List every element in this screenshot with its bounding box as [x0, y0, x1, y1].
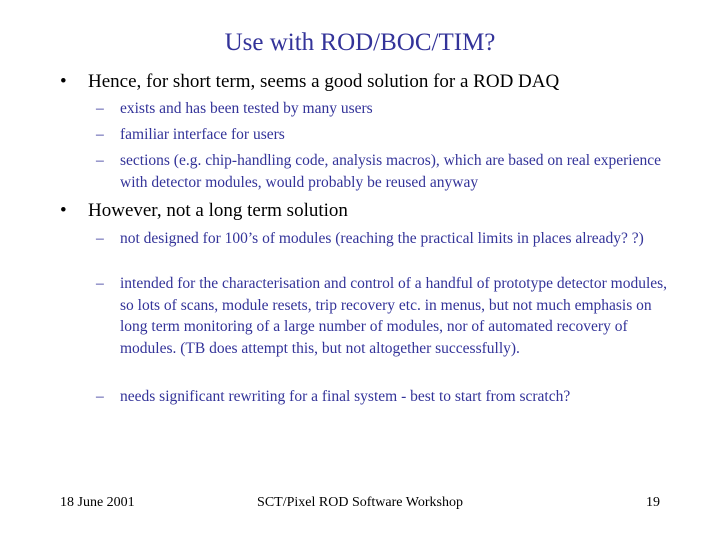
sub-bullet-item	[96, 150, 676, 193]
sub-bullet-text: not designed for 100’s of modules (reaching the practical limits in places already? ?)	[120, 230, 644, 247]
sub-bullet-text: sections (e.g. chip-handling code, analysis macros), which are based on real experience with detector modules, would probably be reused anyway	[120, 152, 661, 191]
sub-bullet-text: familiar interface for users	[120, 126, 285, 143]
footer-date: 18 June 2001	[60, 495, 135, 510]
bullet-text: Hence, for short term, seems a good solution for a ROD DAQ	[88, 71, 560, 92]
sub-bullet-text: exists and has been tested by many users	[120, 100, 373, 117]
footer-event: SCT/Pixel ROD Software Workshop	[257, 495, 463, 510]
sub-bullet-marker: –	[96, 100, 104, 117]
sub-bullet-text: needs significant rewriting for a final system - best to start from scratch?	[120, 388, 571, 405]
sub-bullet-text: intended for the characterisation and control of a handful of prototype detector modules, so lots of scans, module resets, trip recovery etc. in menus, but not much emphasis on long term monitoring of a large number of modules, nor of automated recovery of modules. (TB does attempt this, but not altogether successfully).	[120, 275, 668, 357]
bullet-marker: •	[60, 71, 67, 92]
sub-bullet-item	[96, 228, 676, 250]
sub-bullet-marker: –	[96, 230, 104, 247]
sub-bullet-marker: –	[96, 388, 104, 405]
sub-bullet-marker: –	[96, 275, 104, 292]
bullet-text: However, not a long term solution	[88, 200, 348, 221]
footer-page-number: 19	[646, 495, 660, 510]
sub-bullet-item	[96, 98, 676, 120]
slide-title: Use with ROD/BOC/TIM?	[224, 29, 496, 56]
sub-bullet-item	[96, 386, 676, 408]
sub-bullet-item	[96, 124, 676, 146]
sub-bullet-item	[96, 273, 676, 359]
sub-bullet-marker: –	[96, 152, 104, 169]
bullet-marker: •	[60, 200, 67, 221]
sub-bullet-marker: –	[96, 126, 104, 143]
